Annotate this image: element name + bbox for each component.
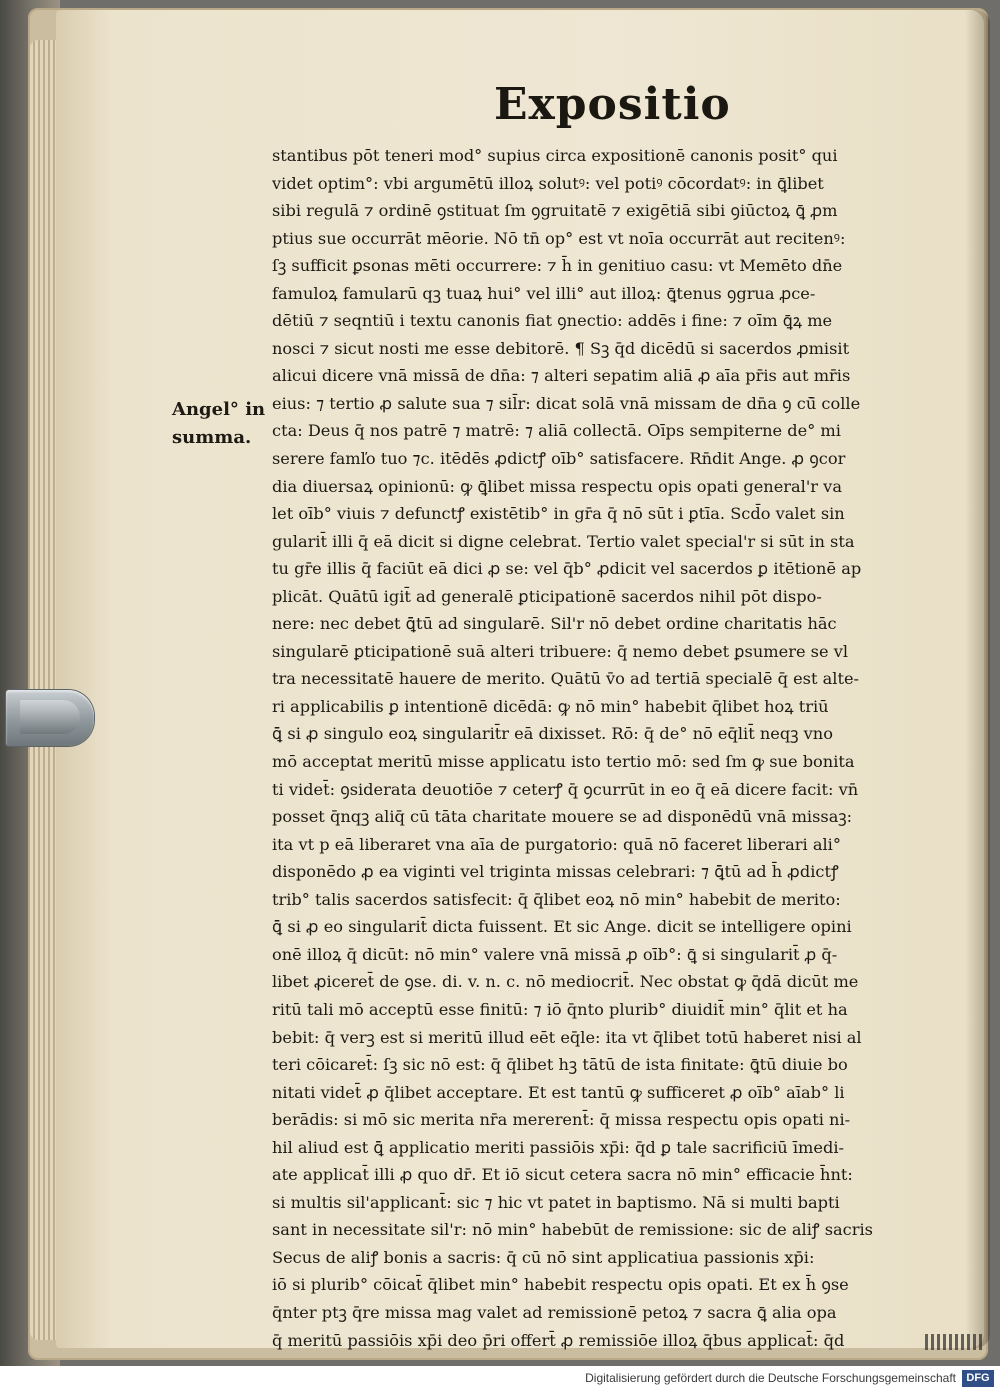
marginal-note-line: Angel° in (172, 399, 266, 420)
text-line: mō acceptat meritū misse applicatu isto tertio mō: sed ſm ꝙ sue bonita (272, 752, 855, 772)
text-line: libet ꝓiceret̄ de ꝯse. di. v. n. c. nō mediocrit̄. Nec obstat ꝙ q̄dā dicūt me (272, 972, 859, 992)
text-line: ita vt p eā liberaret vna aīa de purgatorio: quā nō faceret liberari ali° (272, 834, 841, 854)
text-line: ptius sue occurrāt mēorie. Nō tn̄ op° est vt noīa occurrāt aut recitenꝰ: (272, 228, 846, 248)
dfg-logo: DFG (962, 1370, 994, 1387)
text-line: ꝗ̄ si ꝓ singulo eoꝝ singularit̄r eā dixisset. Rō: q̄ de° nō eq̄lit̄ neqꝫ vno (272, 724, 833, 744)
text-line: ꝗ̄ si ꝓ eo singularit̄ dicta fuissent. Et sic Ange. dicit se intelligere opini (272, 917, 852, 937)
text-line: disponēdo ꝓ ea viginti vel triginta missas celebrari: ⁊ ꝗ̄tū ad h̄ ꝓdictꝭ (272, 862, 839, 882)
text-line: sant in necessitate sil'r: nō min° habebūt de remissione: sic de aliꝭ sacris (272, 1220, 873, 1240)
text-line: tra necessitatē hauere de merito. Quātū v̄o ad tertiā specialē q̄ est alte- (272, 669, 859, 689)
text-line: sibi regulā ⁊ ordinē ꝯstituat ſm ꝯgruitatē ⁊ exigētiā sibi ꝯiūctoꝝ ꝗ̄ ꝓm (272, 201, 838, 221)
text-line: ti videt̄: ꝯsiderata deuotiōe ⁊ ceterꝭ q̄ ꝯcurrūt in eo q̄ eā dicere facit: vn̄ (272, 779, 859, 799)
text-line: ri applicabilis ꝑ intentionē dicēdā: ꝙ nō min° habebit q̄libet hoꝝ triū (272, 696, 829, 716)
text-line: stantibus pōt teneri mod° supius circa expositionē canonis posit° qui (272, 146, 838, 165)
text-line: ritū tali mō acceptū esse finitū: ⁊ iō q̄nto plurib° diuidit̄ min° q̄lit et ha (272, 999, 848, 1019)
clip-highlight (20, 700, 80, 734)
text-line: gularit̄ illi q̄ eā dicit si digne celebrat. Tertio valet special'r si sūt in sta (272, 531, 855, 551)
text-line: dia diuersaꝝ opinionū: ꝙ ꝗ̄libet missa respectu opis opati general'r va (272, 476, 842, 496)
text-line: iō si plurib° cōicat̄ q̄libet min° habebit respectu opis opati. Et ex h̄ ꝯse (272, 1275, 849, 1295)
text-line: trib° talis sacerdos satisfecit: q̄ q̄libet eoꝝ nō min° habebit de merito: (272, 889, 841, 909)
text-line: hil aliud est ꝗ̄ applicatio meriti passiōis xp̄i: q̄d ꝑ tale sacrificiū īmedi- (272, 1137, 844, 1157)
marginal-note (172, 396, 272, 451)
text-line: ſꝫ sufficit ꝑsonas mēti occurrere: ⁊ h̄ in genitiuo casu: vt Memēto dn̄e (272, 256, 843, 276)
body-text (272, 142, 908, 1354)
text-line: alicui dicere vnā missā de dn̄a: ⁊ alteri sepatim aliā ꝓ aīa pr̄is aut mr̄is (272, 366, 851, 386)
text-line: q̄ meritū passiōis xp̄i deo p̄ri offert̄ ꝓ remissiōe illoꝝ q̄bus applicat̄: q̄d (272, 1330, 845, 1350)
text-line: let oīb° viuis ⁊ defunctꝭ existētib° in gr̄a q̄ nō sūt i ꝑtīa. Scd̄o valet sin (272, 504, 845, 524)
text-line: plicāt. Quātū igit̄ ad generalē ꝑticipationē sacerdos nihil pōt dispo- (272, 586, 822, 606)
text-line: nitati videt̄ ꝓ q̄libet acceptare. Et est tantū ꝙ sufficeret ꝓ oīb° aīab° li (272, 1082, 845, 1102)
footer-credit: Digitalisierung gefördert durch die Deutsche Forschungsgemeinschaft (585, 1371, 956, 1385)
text-line: dētiū ⁊ seqntiū i textu canonis fiat ꝯnectio: addēs i fine: ⁊ oīm ꝗ̄ꝝ me (272, 311, 833, 331)
text-line: Secus de aliꝭ bonis a sacris: q̄ cū nō sint applicatiua passionis xp̄i: (272, 1247, 815, 1267)
clip-holder-icon (6, 690, 94, 746)
text-line: teri cōicaret̄: ſꝫ sic nō est: q̄ q̄libet hꝫ tātū de ista finitate: ꝗ̄tū diuie bo (272, 1055, 848, 1075)
footer-bar (0, 1366, 1000, 1392)
page-heading: Expositio (494, 79, 731, 130)
marginal-note-line: summa. (172, 426, 252, 448)
text-line: singularē ꝑticipationē suā alteri tribuere: q̄ nemo debet ꝑsumere se vl (272, 641, 849, 661)
text-line: serere famľo tuo ⁊c. itēdēs ꝓdictꝭ oīb° satisfacere. Rn̄dit Ange. ꝓ ꝯcor (272, 449, 846, 469)
text-line: famuloꝝ famularū qꝫ tuaꝝ hui° vel illi° aut illoꝝ: ꝗ̄tenus ꝯgrua ꝓce- (272, 283, 816, 303)
page-shadow (965, 10, 990, 1348)
text-line: onē illoꝝ q̄ dicūt: nō min° valere vnā missā ꝓ oīb°: ꝗ̄ si singularit̄ ꝓ q̄- (272, 944, 838, 964)
text-line: videt optim°: vbi argumētū illoꝝ solutꝰ: vel potiꝰ cōcordatꝰ: in ꝗ̄libet (272, 173, 824, 193)
text-line: posset q̄nqꝫ aliq̄ cū tāta charitate mouere se ad disponēdū vnā missaꝫ: (272, 807, 853, 827)
text-line: tu gr̄e illis q̄ faciūt eā dici ꝓ se: vel q̄b° ꝓdicit vel sacerdos ꝑ itētionē ap (272, 559, 862, 579)
text-line: q̄nter ptꝫ q̄re missa mag valet ad remissionē petoꝝ ⁊ sacra ꝗ̄ alia opa (272, 1302, 837, 1322)
text-line: eius: ⁊ tertio ꝓ salute sua ⁊ sil̄r: dicat solā vnā missam de dn̄a ꝯ cū̄ colle (272, 393, 861, 413)
text-line: bebit: q̄ verꝫ est si meritū illud eēt eq̄le: ita vt q̄libet totū haberet nisi al (272, 1027, 862, 1047)
text-line: ate applicat̄ illi ꝓ quo dr̄. Et iō sicut cetera sacra nō min° efficacie h̄nt: (272, 1165, 853, 1185)
shelfmark-label (925, 1334, 985, 1350)
text-line: nosci ⁊ sicut nosti me esse debitorē. ¶ Sꝫ q̄d dicēdū si sacerdos ꝓmisit (272, 338, 850, 358)
text-line: si multis sil'applicant̄: sic ⁊ hic vt patet in baptismo. Nā si multi bapti (272, 1192, 840, 1212)
text-line: cta: Deus q̄ nos patrē ⁊ matrē: ⁊ aliā collectā. Oīps sempiterne de° mi (272, 421, 841, 441)
text-line: berādis: si mō sic merita nr̄a mererent̄: q̄ missa respectu opis opati ni- (272, 1110, 851, 1130)
text-line: nere: nec debet ꝗ̄tū ad singularē. Sil'r nō debet ordine charitatis hāc (272, 614, 837, 634)
